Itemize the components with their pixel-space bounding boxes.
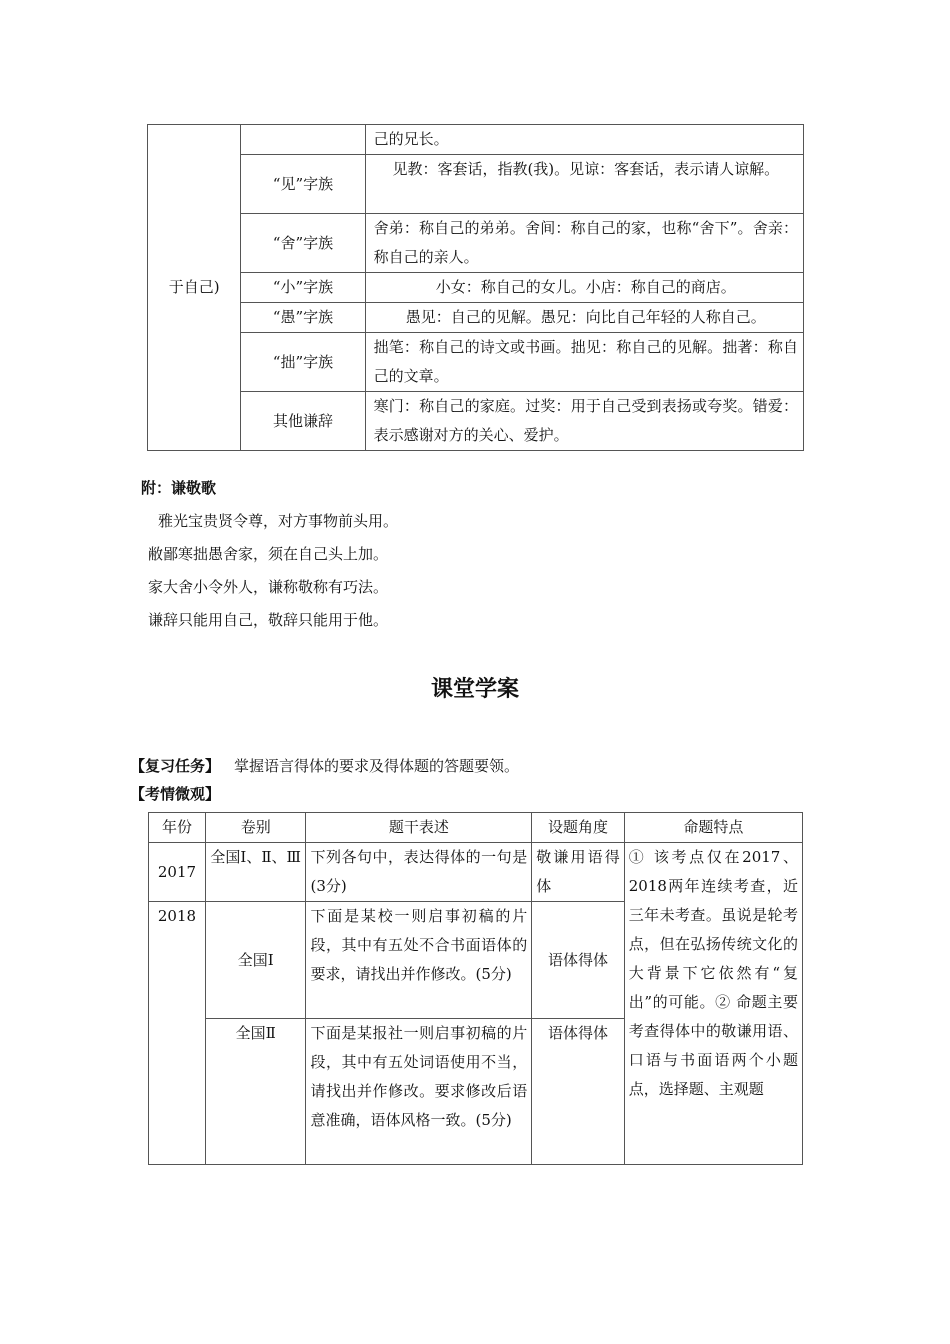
stem-cell: 下列各句中，表达得体的一句是(3分)	[306, 843, 532, 902]
paper-cell: 全国Ⅱ	[205, 1019, 306, 1165]
exam-view-label: 【考情微观】	[130, 785, 221, 803]
family-cell: “小”字族	[241, 273, 365, 303]
family-cell: “愚”字族	[241, 303, 365, 333]
appendix-title: 附：谦敬歌	[141, 479, 217, 497]
desc-cell: 己的兄长。	[365, 125, 803, 155]
review-task-label: 【复习任务】	[130, 757, 221, 775]
review-task-text: 掌握语言得体的要求及得体题的答题要领。	[234, 757, 520, 775]
appendix-line: 谦辞只能用自己，敬辞只能用于他。	[148, 611, 389, 629]
features-cell: ① 该考点仅在2017、2018两年连续考查，近三年未考查。虽说是轮考点，但在弘扬传统文化的大背景下它依然有“复出”的可能。② 命题主要考查得体中的敬谦用语、口语与书面语两个小题点，选择题、主观题	[624, 843, 802, 1165]
humble-terms-table	[147, 124, 804, 451]
header-year: 年份	[149, 813, 206, 843]
appendix-song	[141, 476, 398, 641]
appendix-line: 敝鄙寒拙愚舍家，须在自己头上加。	[148, 545, 389, 563]
paper-cell: 全国Ⅰ	[205, 902, 306, 1019]
header-stem: 题干表述	[306, 813, 532, 843]
category-cell: 于自己)	[148, 125, 241, 451]
review-task	[130, 753, 519, 779]
angle-cell: 语体得体	[532, 1019, 625, 1165]
desc-cell: 寒门：称自己的家庭。过奖：用于自己受到表扬或夸奖。错爱：表示感谢对方的关心、爱护。	[365, 392, 803, 451]
desc-cell: 见教：客套话，指教(我)。见谅：客套话，表示请人谅解。	[365, 155, 803, 214]
family-cell: “舍”字族	[241, 214, 365, 273]
header-angle: 设题角度	[532, 813, 625, 843]
angle-cell: 语体得体	[532, 902, 625, 1019]
year-cell: 2018	[149, 902, 206, 1165]
appendix-line: 家大舍小令外人，谦称敬称有巧法。	[148, 578, 389, 596]
section-title: 课堂学案	[430, 677, 519, 702]
desc-cell: 拙笔：称自己的诗文或书画。拙见：称自己的见解。拙著：称自己的文章。	[365, 333, 803, 392]
appendix-line: 雅光宝贵贤令尊，对方事物前头用。	[158, 512, 399, 530]
stem-cell: 下面是某校一则启事初稿的片段，其中有五处不合书面语体的要求，请找出并作修改。(5分)	[306, 902, 532, 1019]
family-cell: “拙”字族	[241, 333, 365, 392]
desc-cell: 舍弟：称自己的弟弟。舍间：称自己的家，也称“舍下”。舍亲：称自己的亲人。	[365, 214, 803, 273]
angle-cell: 敬谦用语得体	[532, 843, 625, 902]
family-cell: “见”字族	[241, 155, 365, 214]
exam-analysis-table	[148, 812, 803, 1165]
header-features: 命题特点	[624, 813, 802, 843]
family-cell	[241, 125, 365, 155]
desc-cell: 小女：称自己的女儿。小店：称自己的商店。	[365, 273, 803, 303]
paper-cell: 全国Ⅰ、Ⅱ、Ⅲ	[205, 843, 306, 902]
desc-cell: 愚见：自己的见解。愚兄：向比自己年轻的人称自己。	[365, 303, 803, 333]
year-cell: 2017	[149, 843, 206, 902]
stem-cell: 下面是某报社一则启事初稿的片段，其中有五处词语使用不当，请找出并作修改。要求修改后语意准确，语体风格一致。(5分)	[306, 1019, 532, 1165]
header-paper: 卷别	[205, 813, 306, 843]
family-cell: 其他谦辞	[241, 392, 365, 451]
